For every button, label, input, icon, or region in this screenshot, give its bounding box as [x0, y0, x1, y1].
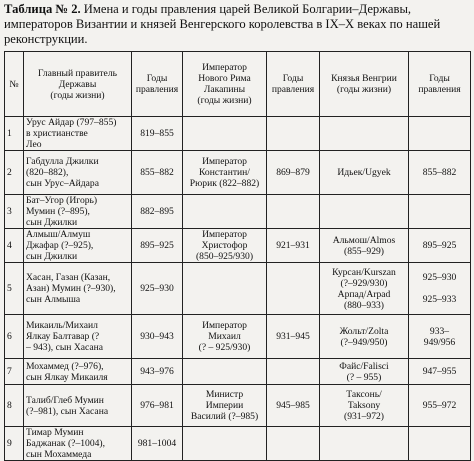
- header-number: №: [5, 52, 24, 117]
- table-row: [5, 229, 471, 263]
- header-emperor: Император Нового Рима Лакапины (годы жизни): [183, 52, 267, 117]
- table-row: [5, 315, 471, 359]
- emperor-years-cell: [267, 427, 320, 461]
- hungary-years-cell: [409, 117, 471, 151]
- row-number: 5: [5, 263, 24, 315]
- ruler-years-cell: 981–1004: [132, 427, 183, 461]
- ruler-cell: Мохаммед (?–976), сын Ялкау Микаиля: [24, 359, 132, 385]
- table-row: [5, 151, 471, 195]
- hungary-prince-cell: Файс/Falisci (? – 955): [320, 359, 409, 385]
- header-years-2: Годы правления: [267, 52, 320, 117]
- ruler-years-cell: 925–930: [132, 263, 183, 315]
- emperor-years-cell: [267, 263, 320, 315]
- hungary-prince-cell: Таксонь/ Taksony (931–972): [320, 385, 409, 427]
- hungary-prince-cell: Курсан/Kurszan (?–929/930) Арпад/Arpad (880–933): [320, 263, 409, 315]
- hungary-prince-cell: [320, 427, 409, 461]
- row-number: 4: [5, 229, 24, 263]
- emperor-years-cell: [267, 195, 320, 229]
- hungary-years-cell: 955–972: [409, 385, 471, 427]
- ruler-cell: Талиб/Глеб Мумин (?–981), сын Хасана: [24, 385, 132, 427]
- table-row: [5, 195, 471, 229]
- row-number: 3: [5, 195, 24, 229]
- ruler-years-cell: 930–943: [132, 315, 183, 359]
- table-caption: [4, 2, 470, 47]
- hungary-years-cell: 933– 949/956: [409, 315, 471, 359]
- ruler-years-cell: 855–882: [132, 151, 183, 195]
- header-hungary: Князья Венгрии (годы жизни): [320, 52, 409, 117]
- emperor-years-cell: 869–879: [267, 151, 320, 195]
- emperor-cell: [183, 195, 267, 229]
- table-row: [5, 117, 471, 151]
- hungary-prince-cell: Альмош/Almos (855–929): [320, 229, 409, 263]
- table-row: [5, 427, 471, 461]
- header-years-3: Годы правления: [409, 52, 471, 117]
- ruler-cell: Габдулла Джилки (820–882), сын Урус–Айдара: [24, 151, 132, 195]
- emperor-cell: Император Михаил (? – 925/930): [183, 315, 267, 359]
- emperor-cell: Император Христофор (850–925/930): [183, 229, 267, 263]
- hungary-years-cell: 855–882: [409, 151, 471, 195]
- ruler-years-cell: 895–925: [132, 229, 183, 263]
- emperor-cell: [183, 359, 267, 385]
- ruler-years-cell: 882–895: [132, 195, 183, 229]
- row-number: 1: [5, 117, 24, 151]
- emperor-cell: [183, 427, 267, 461]
- hungary-years-cell: [409, 195, 471, 229]
- hungary-years-cell: 947–955: [409, 359, 471, 385]
- emperor-years-cell: 931–945: [267, 315, 320, 359]
- hungary-prince-cell: Жольт/Zolta (?–949/950): [320, 315, 409, 359]
- emperor-cell: Император Константин/ Рюрик (822–882): [183, 151, 267, 195]
- hungary-prince-cell: [320, 117, 409, 151]
- row-number: 2: [5, 151, 24, 195]
- ruler-cell: Тимар Мумин Баджанак (?–1004), сын Мохаммеда: [24, 427, 132, 461]
- row-number: 7: [5, 359, 24, 385]
- emperor-years-cell: 945–985: [267, 385, 320, 427]
- emperor-cell: Министр Империи Василий (?–985): [183, 385, 267, 427]
- ruler-cell: Хасан, Газан (Казан, Азан) Мумин (?–930), сын Алмыша: [24, 263, 132, 315]
- ruler-years-cell: 819–855: [132, 117, 183, 151]
- row-number: 8: [5, 385, 24, 427]
- ruler-cell: Бат–Угор (Игорь) Мумин (?–895), сын Джилки: [24, 195, 132, 229]
- emperor-cell: [183, 263, 267, 315]
- row-number: 9: [5, 427, 24, 461]
- ruler-cell: Урус Айдар (797–855) в христианстве Лео: [24, 117, 132, 151]
- table-header-row: [5, 52, 471, 117]
- ruler-years-cell: 943–976: [132, 359, 183, 385]
- ruler-cell: Алмыш/Алмуш Джафар (?–925), сын Джилки: [24, 229, 132, 263]
- caption-lead: Таблица № 2.: [4, 2, 81, 16]
- emperor-years-cell: [267, 359, 320, 385]
- table-row: [5, 385, 471, 427]
- table-row: [5, 359, 471, 385]
- hungary-years-cell: 925–930 925–933: [409, 263, 471, 315]
- hungary-years-cell: [409, 427, 471, 461]
- table-row: [5, 263, 471, 315]
- hungary-prince-cell: [320, 195, 409, 229]
- emperor-cell: [183, 117, 267, 151]
- emperor-years-cell: [267, 117, 320, 151]
- rulers-table: [4, 51, 471, 461]
- hungary-years-cell: 895–925: [409, 229, 471, 263]
- ruler-years-cell: 976–981: [132, 385, 183, 427]
- header-years-1: Годы правления: [132, 52, 183, 117]
- header-ruler: Главный правитель Державы (годы жизни): [24, 52, 132, 117]
- table-body: [5, 117, 471, 461]
- ruler-cell: Микаиль/Михаил Ялкау Балтавар (? – 943), сын Хасана: [24, 315, 132, 359]
- caption-text: Имена и годы правления царей Великой Болгарии–Державы, императоров Византии и князей Венгерского королевства в IX–X веках по нашей реконструкции.: [4, 2, 441, 46]
- emperor-years-cell: 921–931: [267, 229, 320, 263]
- hungary-prince-cell: Идьек/Ugyek: [320, 151, 409, 195]
- row-number: 6: [5, 315, 24, 359]
